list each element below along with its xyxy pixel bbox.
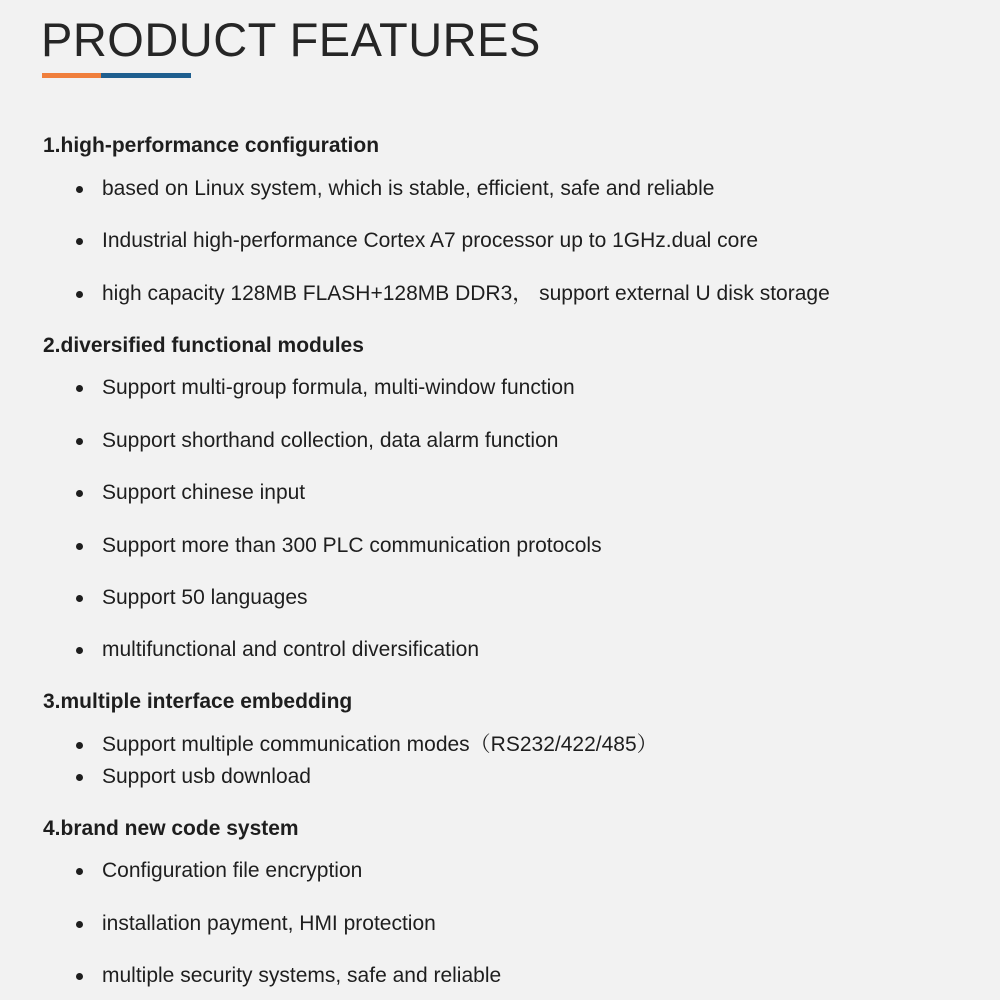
bullet-icon bbox=[76, 385, 83, 392]
list-item bbox=[76, 176, 714, 202]
list-item bbox=[76, 732, 658, 758]
list-item bbox=[76, 375, 575, 401]
bullet-icon bbox=[76, 543, 83, 550]
title-underline-orange bbox=[42, 73, 101, 78]
bullet-icon bbox=[76, 647, 83, 654]
list-item-text: Support chinese input bbox=[102, 481, 306, 504]
bullet-icon bbox=[76, 742, 83, 749]
title-underline bbox=[42, 73, 191, 78]
bullet-icon bbox=[76, 291, 83, 298]
list-item-text: Industrial high-performance Cortex A7 processor up to 1GHz.dual core bbox=[102, 229, 758, 252]
page-title: PRODUCT FEATURES bbox=[41, 13, 541, 66]
list-item-text: multiple security systems, safe and reliable bbox=[102, 964, 502, 987]
section-heading-high-performance: 1.high-performance configuration bbox=[43, 134, 380, 157]
list-item-text: installation payment, HMI protection bbox=[102, 912, 436, 935]
bullet-icon bbox=[76, 973, 83, 980]
list-item-text: Configuration file encryption bbox=[102, 859, 363, 882]
list-item bbox=[76, 533, 602, 559]
list-item-text: based on Linux system, which is stable, efficient, safe and reliable bbox=[102, 177, 715, 200]
list-item bbox=[76, 764, 311, 790]
list-item bbox=[76, 911, 436, 937]
bullet-icon bbox=[76, 438, 83, 445]
section-heading-functional-modules: 2.diversified functional modules bbox=[43, 334, 364, 357]
title-underline-blue bbox=[101, 73, 191, 78]
list-item-text: multifunctional and control diversification bbox=[102, 638, 480, 661]
list-item-text: Support multiple communication modes（RS232/422/485） bbox=[102, 733, 658, 756]
list-item bbox=[76, 585, 308, 611]
list-item-text: Support multi-group formula, multi-window function bbox=[102, 376, 575, 399]
bullet-icon bbox=[76, 238, 83, 245]
list-item bbox=[76, 281, 830, 307]
list-item bbox=[76, 228, 758, 254]
bullet-icon bbox=[76, 186, 83, 193]
list-item bbox=[76, 480, 305, 506]
bullet-icon bbox=[76, 774, 83, 781]
list-item-text: high capacity 128MB FLASH+128MB DDR3， support external U disk storage bbox=[102, 282, 830, 305]
bullet-icon bbox=[76, 921, 83, 928]
list-item-text: Support 50 languages bbox=[102, 586, 308, 609]
section-heading-code-system: 4.brand new code system bbox=[43, 817, 299, 840]
list-item bbox=[76, 858, 362, 884]
list-item-text: Support more than 300 PLC communication protocols bbox=[102, 534, 602, 557]
list-item bbox=[76, 963, 501, 989]
list-item-text: Support usb download bbox=[102, 765, 311, 788]
list-item bbox=[76, 428, 558, 454]
bullet-icon bbox=[76, 868, 83, 875]
bullet-icon bbox=[76, 490, 83, 497]
list-item-text: Support shorthand collection, data alarm function bbox=[102, 429, 559, 452]
section-heading-interface-embedding: 3.multiple interface embedding bbox=[43, 690, 353, 713]
list-item bbox=[76, 637, 479, 663]
bullet-icon bbox=[76, 595, 83, 602]
